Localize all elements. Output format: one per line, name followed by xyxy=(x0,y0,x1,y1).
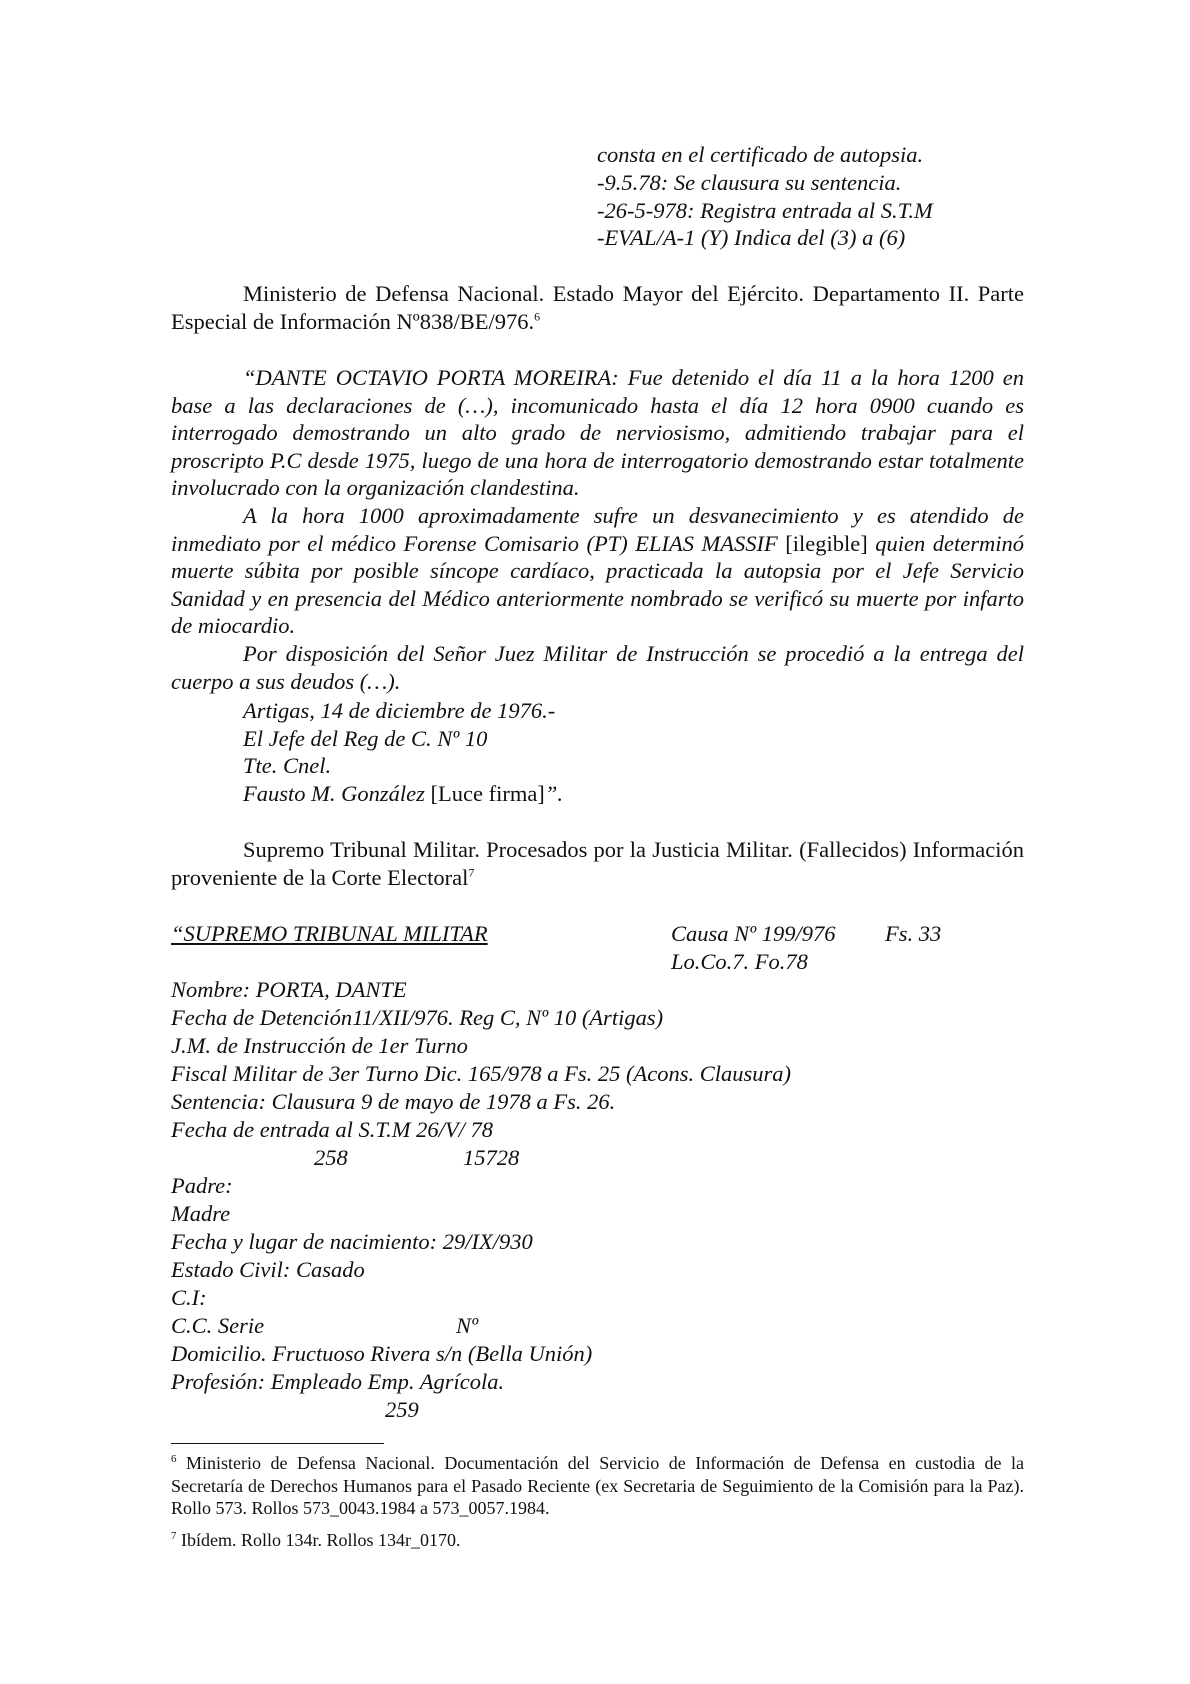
supremo-paragraph xyxy=(171,836,1024,891)
record-number: 15728 xyxy=(463,1145,520,1170)
footnote-text: Ministerio de Defensa Nacional. Documentación del Servicio de Información de Defensa en custodia de la Secretaría de Derechos Humanos para el Pasado Reciente (ex Secretaria de Seguimiento de la Comisión para la Paz). Rollo 573. Rollos 573_0043.1984 a 573_0057.1984. xyxy=(171,1453,1025,1518)
record-domicilio: Domicilio. Fructuoso Rivera s/n (Bella Unión) xyxy=(171,1341,593,1366)
record-jm: J.M. de Instrucción de 1er Turno xyxy=(171,1033,468,1058)
quote-p3-text: Por disposición del Señor Juez Militar de Instrucción se procedió a la entrega del cuerpo a sus deudos (…). xyxy=(171,641,1024,694)
signature-rank: Tte. Cnel. xyxy=(243,753,332,778)
footnote-7 xyxy=(171,1529,1024,1552)
quote-p2-text-a: A la hora 1000 aproximadamente sufre un desvanecimiento y es atendido de inmediato por el médico Forense Comisario (PT) ELIAS MASSIF xyxy=(171,503,1024,556)
signature-name: Fausto M. González xyxy=(243,781,425,806)
ministerio-paragraph xyxy=(171,280,1024,335)
record-heading: “SUPREMO TRIBUNAL MILITAR xyxy=(171,921,488,946)
ministerio-text: Ministerio de Defensa Nacional. Estado Mayor del Ejército. Departamento II. Parte Especial de Información Nº838/BE/976. xyxy=(171,281,1024,334)
top-note-line: -9.5.78: Se clausura su sentencia. xyxy=(597,170,902,195)
quote-p2-text-b: quien determinó muerte súbita por posible síncope cardíaco, practicada la autopsia por el Jefe Servicio Sanidad y en presencia del Médico anteriormente nombrado se verificó su muerte por infarto de miocardio. xyxy=(171,530,1025,639)
footnote-number: 7 xyxy=(171,1530,177,1542)
record-cc-serie: C.C. Serie xyxy=(171,1313,265,1338)
footnote-number: 6 xyxy=(171,1453,177,1465)
record-causa: Causa Nº 199/976 xyxy=(671,921,836,946)
top-note-line: -26-5-978: Registra entrada al S.T.M xyxy=(597,198,933,223)
record-fiscal: Fiscal Militar de 3er Turno Dic. 165/978 a Fs. 25 (Acons. Clausura) xyxy=(171,1061,791,1086)
signature-note: [Luce firma] xyxy=(430,781,545,806)
record-profesion: Profesión: Empleado Emp. Agrícola. xyxy=(171,1369,505,1394)
record-sentencia: Sentencia: Clausura 9 de mayo de 1978 a Fs. 26. xyxy=(171,1089,616,1114)
quote-paragraph-2 xyxy=(171,502,1024,640)
footnote-separator xyxy=(171,1443,384,1444)
record-madre: Madre xyxy=(171,1201,231,1226)
signature-close: ”. xyxy=(544,781,563,806)
top-note-line: consta en el certificado de autopsia. xyxy=(597,142,924,167)
record-cc-number: Nº xyxy=(456,1313,478,1338)
record-ci: C.I: xyxy=(171,1285,207,1310)
footnote-ref-6: 6 xyxy=(534,309,541,324)
record-fs: Fs. 33 xyxy=(885,921,942,946)
record-detencion: Fecha de Detención11/XII/976. Reg C, Nº 10 (Artigas) xyxy=(171,1005,664,1030)
quote-paragraph-1 xyxy=(171,364,1024,502)
record-estado-civil: Estado Civil: Casado xyxy=(171,1257,365,1282)
signature-role: El Jefe del Reg de C. Nº 10 xyxy=(243,726,488,751)
record-nacimiento: Fecha y lugar de nacimiento: 29/IX/930 xyxy=(171,1229,533,1254)
supremo-text: Supremo Tribunal Militar. Procesados por la Justicia Militar. (Fallecidos) Información proveniente de la Corte Electoral xyxy=(171,837,1024,890)
illegible-note: [ilegible] xyxy=(785,530,868,556)
quote-p1-text: “DANTE OCTAVIO PORTA MOREIRA: Fue detenido el día 11 a la hora 1200 en base a las declaraciones de (…), incomunicado hasta el día 12 hora 0900 cuando es interrogado demostrando un alto grado de nerviosismo, admitiendo trabajar para el proscripto P.C desde 1975, luego de una hora de interrogatorio demostrando estar totalmente involucrado con la organización clandestina. xyxy=(171,365,1024,501)
quote-paragraph-3 xyxy=(171,640,1024,695)
footnote-ref-7: 7 xyxy=(468,865,475,880)
record-padre: Padre: xyxy=(171,1173,233,1198)
record-entrada: Fecha de entrada al S.T.M 26/V/ 78 xyxy=(171,1117,494,1142)
footnote-6 xyxy=(171,1452,1024,1520)
footnote-text: Ibídem. Rollo 134r. Rollos 134r_0170. xyxy=(181,1530,461,1550)
record-nombre: Nombre: PORTA, DANTE xyxy=(171,977,407,1002)
top-note-line: -EVAL/A-1 (Y) Indica del (3) a (6) xyxy=(597,225,906,250)
signature-date: Artigas, 14 de diciembre de 1976.- xyxy=(243,698,556,723)
record-number: 258 xyxy=(314,1145,348,1170)
record-loco: Lo.Co.7. Fo.78 xyxy=(671,949,808,974)
signature-line xyxy=(243,780,563,808)
record-number: 259 xyxy=(385,1397,419,1422)
